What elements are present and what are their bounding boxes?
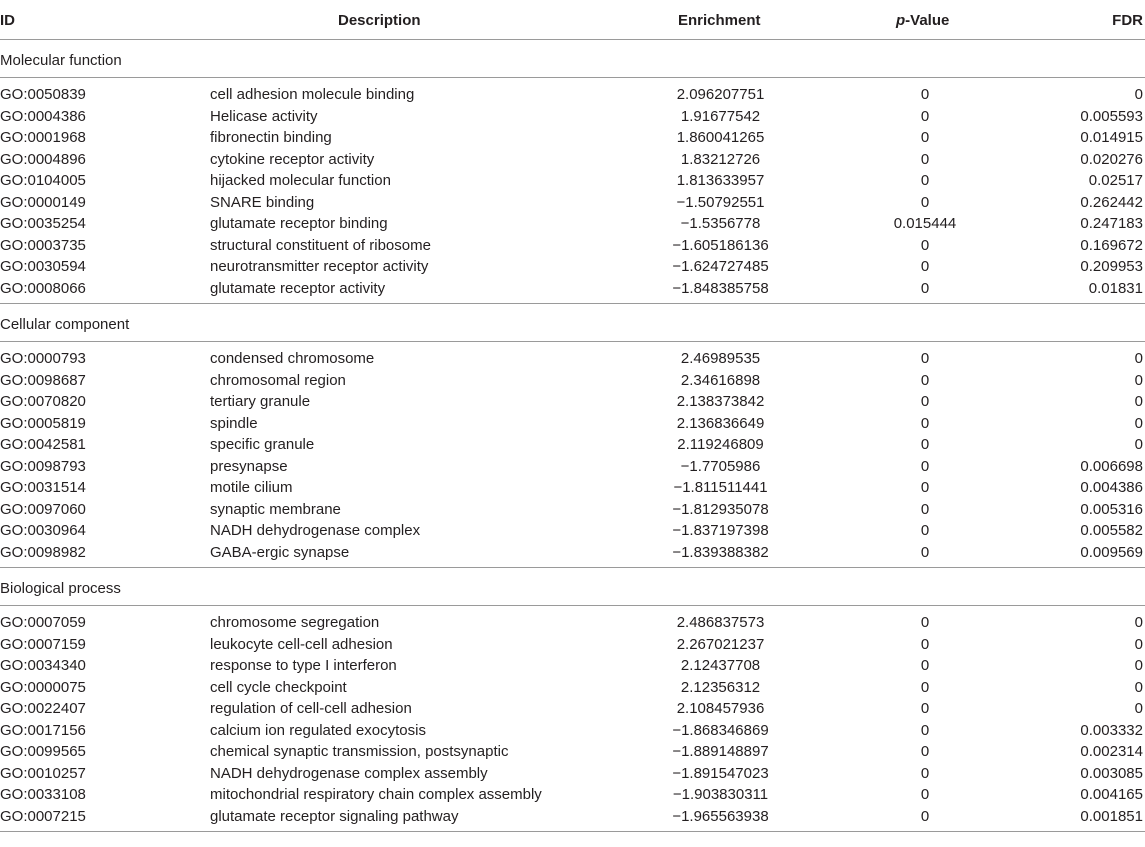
cell-fdr: 0.005582: [1080, 522, 1143, 539]
cell-fdr: 0.006698: [1080, 457, 1143, 475]
section-title: Cellular component: [0, 316, 130, 333]
cell-fdr: 0.262442: [1080, 193, 1143, 211]
cell-enrichment: −1.868346869: [672, 721, 769, 739]
cell-enrichment: −1.891547023: [672, 764, 769, 782]
cell-pvalue: 0: [920, 236, 930, 254]
header-fdr: FDR: [1112, 12, 1143, 29]
table-row: [0, 740, 1145, 762]
cell-fdr: 0.01831: [1088, 279, 1143, 297]
cell-id: GO:0070820: [0, 393, 86, 410]
cell-id: GO:0007059: [0, 614, 86, 631]
cell-description: leukocyte cell-cell adhesion: [210, 635, 393, 653]
cell-enrichment: 1.813633957: [676, 172, 765, 189]
cell-pvalue: 0: [920, 764, 930, 782]
cell-enrichment: 1.83212726: [680, 150, 761, 168]
table-row: [0, 611, 1145, 633]
cell-id: GO:0098982: [0, 543, 86, 561]
cell-enrichment: −1.903830311: [672, 786, 769, 803]
cell-pvalue: 0: [920, 635, 930, 653]
cell-id: GO:0010257: [0, 764, 86, 782]
cell-fdr: 0: [1134, 657, 1143, 674]
cell-description: chromosomal region: [210, 371, 346, 389]
table-row: [0, 697, 1145, 719]
cell-pvalue: 0: [920, 279, 930, 297]
cell-fdr: 0: [1134, 678, 1143, 696]
cell-description: fibronectin binding: [210, 129, 332, 146]
cell-description: cell adhesion molecule binding: [210, 86, 415, 103]
cell-enrichment: 2.096207751: [676, 86, 765, 103]
cell-pvalue: 0: [920, 414, 930, 432]
cell-enrichment: 2.119246809: [677, 436, 764, 453]
header-enrichment: Enrichment: [678, 12, 761, 29]
cell-description: NADH dehydrogenase complex: [210, 522, 421, 539]
cell-description: NADH dehydrogenase complex assembly: [210, 764, 488, 782]
cell-id: GO:0098687: [0, 371, 86, 389]
cell-enrichment: −1.50792551: [676, 193, 765, 211]
cell-enrichment: −1.7705986: [680, 457, 761, 475]
cell-pvalue: 0: [920, 614, 930, 631]
cell-fdr: 0.004386: [1080, 479, 1143, 496]
cell-description: regulation of cell-cell adhesion: [210, 700, 412, 717]
cell-enrichment: 1.91677542: [680, 107, 761, 125]
cell-fdr: 0: [1134, 86, 1143, 103]
table-row: [0, 476, 1145, 498]
cell-id: GO:0034340: [0, 657, 86, 674]
header-pvalue-rest: -Value: [905, 12, 950, 29]
cell-id: GO:0004896: [0, 150, 86, 168]
cell-description: hijacked molecular function: [210, 172, 391, 189]
cell-pvalue: 0: [920, 721, 930, 739]
cell-fdr: 0: [1134, 635, 1143, 653]
cell-enrichment: −1.624727485: [672, 258, 769, 275]
cell-description: chemical synaptic transmission, postsynaptic: [210, 743, 509, 760]
table-row: [0, 633, 1145, 655]
cell-pvalue: 0: [920, 86, 930, 103]
cell-pvalue: 0: [920, 107, 930, 125]
cell-fdr: 0: [1134, 700, 1143, 717]
table-row: [0, 412, 1145, 434]
cell-id: GO:0004386: [0, 107, 86, 125]
table-row: [0, 541, 1145, 563]
table-body: [0, 40, 1145, 832]
section-title: Molecular function: [0, 52, 122, 69]
cell-enrichment: 2.138373842: [676, 393, 765, 410]
cell-fdr: 0.009569: [1080, 543, 1143, 561]
table-row: [0, 83, 1145, 105]
cell-description: response to type I interferon: [210, 657, 397, 674]
cell-id: GO:0001968: [0, 129, 86, 146]
cell-id: GO:0104005: [0, 172, 86, 189]
table-row: [0, 676, 1145, 698]
cell-description: mitochondrial respiratory chain complex assembly: [210, 786, 542, 803]
cell-description: calcium ion regulated exocytosis: [210, 721, 426, 739]
cell-enrichment: −1.889148897: [672, 743, 769, 760]
cell-id: GO:0031514: [0, 479, 86, 496]
cell-fdr: 0.169672: [1080, 236, 1143, 254]
cell-description: synaptic membrane: [210, 500, 341, 518]
cell-fdr: 0: [1134, 393, 1143, 410]
cell-id: GO:0007215: [0, 807, 86, 825]
cell-fdr: 0.004165: [1080, 786, 1143, 803]
cell-fdr: 0.005593: [1080, 107, 1143, 125]
cell-description: cell cycle checkpoint: [210, 678, 347, 696]
header-description: Description: [338, 12, 421, 29]
cell-fdr: 0.020276: [1080, 150, 1143, 168]
cell-pvalue: 0: [920, 522, 930, 539]
table-row: [0, 762, 1145, 784]
cell-description: glutamate receptor signaling pathway: [210, 807, 459, 825]
cell-description: chromosome segregation: [210, 614, 380, 631]
section-divider: [0, 605, 1145, 606]
cell-description: SNARE binding: [210, 193, 315, 211]
cell-fdr: 0.247183: [1080, 215, 1143, 232]
cell-fdr: 0.003085: [1080, 764, 1143, 782]
cell-pvalue: 0: [920, 543, 930, 561]
cell-enrichment: 1.860041265: [676, 129, 765, 146]
cell-enrichment: −1.812935078: [672, 500, 769, 518]
section-divider: [0, 341, 1145, 342]
cell-enrichment: 2.108457936: [676, 700, 765, 717]
cell-enrichment: −1.965563938: [672, 807, 769, 825]
cell-enrichment: −1.848385758: [672, 279, 769, 297]
cell-pvalue: 0: [920, 258, 930, 275]
cell-fdr: 0: [1134, 371, 1143, 389]
table-row: [0, 498, 1145, 520]
section-header: [0, 568, 1145, 606]
table-row: [0, 805, 1145, 827]
table-row: [0, 255, 1145, 277]
cell-id: GO:0033108: [0, 786, 86, 803]
table-row: [0, 148, 1145, 170]
cell-fdr: 0.002314: [1080, 743, 1143, 760]
cell-description: GABA-ergic synapse: [210, 543, 350, 561]
cell-id: GO:0017156: [0, 721, 86, 739]
table-row: [0, 212, 1145, 234]
cell-enrichment: −1.811511441: [673, 479, 768, 496]
cell-enrichment: 2.136836649: [676, 414, 765, 432]
cell-enrichment: 2.12437708: [680, 657, 761, 674]
cell-id: GO:0042581: [0, 436, 86, 453]
table-row: [0, 390, 1145, 412]
cell-fdr: 0.02517: [1088, 172, 1143, 189]
cell-enrichment: 2.46989535: [680, 350, 761, 367]
cell-id: GO:0008066: [0, 279, 86, 297]
cell-description: Helicase activity: [210, 107, 318, 125]
cell-id: GO:0050839: [0, 86, 86, 103]
cell-description: motile cilium: [210, 479, 293, 496]
cell-id: GO:0098793: [0, 457, 86, 475]
table-row: [0, 433, 1145, 455]
table-row: [0, 126, 1145, 148]
cell-description: specific granule: [210, 436, 315, 453]
table-row: [0, 347, 1145, 369]
cell-id: GO:0035254: [0, 215, 86, 232]
cell-description: condensed chromosome: [210, 350, 375, 367]
header-pvalue: [896, 12, 949, 29]
cell-pvalue: 0: [920, 193, 930, 211]
section-title: Biological process: [0, 580, 121, 597]
table-row: [0, 169, 1145, 191]
cell-fdr: 0.003332: [1080, 721, 1143, 739]
cell-enrichment: 2.12356312: [680, 678, 761, 696]
cell-fdr: 0: [1134, 350, 1143, 367]
cell-enrichment: 2.267021237: [676, 635, 765, 653]
table-row: [0, 277, 1145, 299]
cell-description: glutamate receptor binding: [210, 215, 388, 232]
table-row: [0, 369, 1145, 391]
cell-pvalue: 0: [920, 172, 930, 189]
cell-id: GO:0007159: [0, 635, 86, 653]
cell-enrichment: −1.605186136: [672, 236, 769, 254]
cell-enrichment: −1.837197398: [672, 522, 769, 539]
cell-id: GO:0005819: [0, 414, 86, 432]
cell-pvalue: 0: [920, 500, 930, 518]
cell-enrichment: 2.486837573: [676, 614, 765, 631]
cell-fdr: 0: [1134, 436, 1143, 453]
table-row: [0, 234, 1145, 256]
section-divider: [0, 77, 1145, 78]
table-row: [0, 783, 1145, 805]
cell-fdr: 0.005316: [1080, 500, 1143, 518]
table-row: [0, 191, 1145, 213]
cell-id: GO:0097060: [0, 500, 86, 518]
cell-enrichment: −1.5356778: [680, 215, 761, 232]
cell-pvalue: 0: [920, 150, 930, 168]
cell-pvalue: 0: [920, 350, 930, 367]
cell-id: GO:0030964: [0, 522, 86, 539]
section-header: [0, 304, 1145, 342]
cell-fdr: 0.209953: [1080, 258, 1143, 275]
cell-pvalue: 0.015444: [893, 215, 957, 232]
cell-description: presynapse: [210, 457, 288, 475]
cell-pvalue: 0: [920, 743, 930, 760]
table-row: [0, 519, 1145, 541]
cell-pvalue: 0: [920, 807, 930, 825]
cell-id: GO:0000793: [0, 350, 86, 367]
cell-pvalue: 0: [920, 678, 930, 696]
cell-pvalue: 0: [920, 129, 930, 146]
cell-id: GO:0022407: [0, 700, 86, 717]
cell-pvalue: 0: [920, 457, 930, 475]
cell-id: GO:0000075: [0, 678, 86, 696]
cell-enrichment: −1.839388382: [672, 543, 769, 561]
cell-pvalue: 0: [920, 700, 930, 717]
cell-description: glutamate receptor activity: [210, 279, 386, 297]
table-row: [0, 455, 1145, 477]
cell-description: neurotransmitter receptor activity: [210, 258, 429, 275]
cell-fdr: 0: [1134, 414, 1143, 432]
table-row: [0, 654, 1145, 676]
cell-description: structural constituent of ribosome: [210, 236, 431, 254]
section-header: [0, 40, 1145, 78]
cell-fdr: 0.014915: [1080, 129, 1143, 146]
cell-pvalue: 0: [920, 393, 930, 410]
cell-enrichment: 2.34616898: [680, 371, 761, 389]
cell-description: spindle: [210, 414, 258, 432]
cell-id: GO:0099565: [0, 743, 86, 760]
cell-id: GO:0030594: [0, 258, 86, 275]
section-end-divider: [0, 831, 1145, 832]
cell-pvalue: 0: [920, 436, 930, 453]
header-id: ID: [0, 12, 15, 29]
cell-id: GO:0003735: [0, 236, 86, 254]
cell-pvalue: 0: [920, 479, 930, 496]
cell-pvalue: 0: [920, 657, 930, 674]
cell-fdr: 0.001851: [1080, 807, 1143, 825]
table-row: [0, 105, 1145, 127]
cell-description: tertiary granule: [210, 393, 311, 410]
table-row: [0, 719, 1145, 741]
cell-id: GO:0000149: [0, 193, 86, 211]
cell-description: cytokine receptor activity: [210, 150, 375, 168]
cell-pvalue: 0: [920, 786, 930, 803]
header-pvalue-p: p: [896, 12, 906, 29]
table-header: [0, 0, 1145, 40]
cell-pvalue: 0: [920, 371, 930, 389]
section-end: [0, 826, 1145, 832]
cell-fdr: 0: [1134, 614, 1143, 631]
